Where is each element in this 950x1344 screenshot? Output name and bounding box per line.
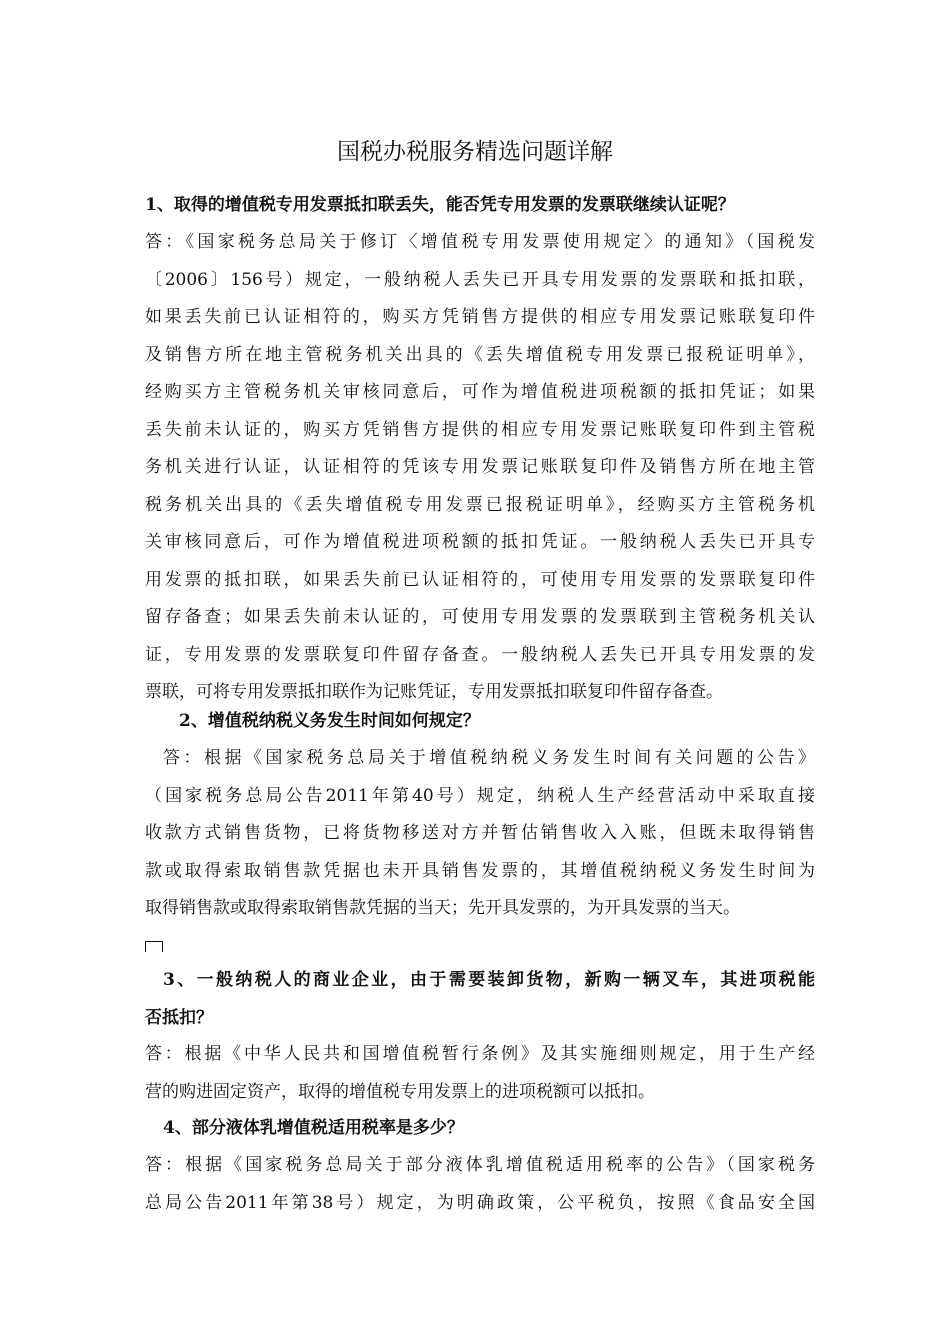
- answer-1-line: 用发票的抵扣联，如果丢失前已认证相符的，可使用专用发票的发票联复印件: [145, 569, 815, 590]
- question-2-heading: 2、增值税纳税义务发生时间如何规定？: [179, 711, 480, 731]
- answer-4: [145, 1147, 815, 1222]
- answer-1-line: 税务机关出具的《丢失增值税专用发票已报税证明单》，经购买方主管税务机: [145, 494, 815, 515]
- answer-3-line: 营的购进固定资产，取得的增值税专用发票上的进项税额可以抵扣。: [145, 1081, 655, 1102]
- answer-1-line: 证，专用发票的发票联复印件留存备查。一般纳税人丢失已开具专用发票的发: [145, 644, 815, 665]
- question-3-heading: 否抵扣？: [145, 1007, 213, 1028]
- answer-1-line: 经购买方主管税务机关审核同意后，可作为增值税进项税额的抵扣凭证；如果: [145, 382, 815, 402]
- answer-2-line: （国家税务总局公告2011年第40号）规定，纳税人生产经营活动中采取直接: [145, 785, 815, 806]
- answer-1-line: 丢失前未认证的，购买方凭销售方提供的相应专用发票记账联复印件到主管税: [145, 419, 815, 440]
- answer-1-line: 〔2006〕156号）规定，一般纳税人丢失已开具专用发票的发票联和抵扣联，: [145, 269, 815, 290]
- answer-2-line: 答：根据《国家税务总局关于增值税纳税义务发生时间有关问题的公告》: [163, 748, 815, 768]
- answer-1-line: 关审核同意后，可作为增值税进项税额的抵扣凭证。一般纳税人丢失已开具专: [145, 532, 815, 552]
- bracket-mark: [145, 941, 163, 952]
- answer-2-line: 收款方式销售货物，已将货物移送对方并暂估销售收入入账，但既未取得销售: [145, 823, 815, 843]
- answer-3-line: 答：根据《中华人民共和国增值税暂行条例》及其实施细则规定，用于生产经: [145, 1044, 815, 1064]
- answer-1-line: 务机关进行认证，认证相符的凭该专用发票记账联复印件及销售方所在地主管: [145, 457, 815, 477]
- question-4-heading: 4、部分液体乳增值税适用税率是多少？: [163, 1118, 464, 1138]
- answer-2-line: 取得销售款或取得索取销售款凭据的当天；先开具发票的，为开具发票的当天。: [145, 898, 740, 918]
- question-3: [145, 962, 815, 1037]
- question-3-heading: 3、一般纳税人的商业企业，由于需要装卸货物，新购一辆叉车，其进项税能: [163, 970, 815, 990]
- answer-1-line: 票联，可将专用发票抵扣联作为记账凭证，专用发票抵扣联复印件留存备查。: [145, 682, 723, 702]
- answer-4-line: 总局公告2011年第38号）规定，为明确政策，公平税负，按照《食品安全国: [145, 1192, 815, 1213]
- answer-1-line: 如果丢失前已认证相符的，购买方凭销售方提供的相应专用发票记账联复印件: [145, 307, 815, 327]
- question-1: [145, 187, 815, 225]
- answer-2: [145, 740, 815, 928]
- answer-3: [145, 1036, 815, 1111]
- question-1-heading: 1、取得的增值税专用发票抵扣联丢失，能否凭专用发票的发票联继续认证呢？: [145, 195, 735, 215]
- answer-1-line: 及销售方所在地主管税务机关出具的《丢失增值税专用发票已报税证明单》，: [145, 344, 815, 365]
- answer-2-line: 款或取得索取销售款凭据也未开具销售发票的，其增值税纳税义务发生时间为: [145, 860, 815, 881]
- answer-4-line: 答：根据《国家税务总局关于部分液体乳增值税适用税率的公告》（国家税务: [145, 1155, 815, 1175]
- answer-1-line: 留存备查；如果丢失前未认证的，可使用专用发票的发票联到主管税务机关认: [145, 607, 815, 627]
- answer-1-line: 答：《国家税务总局关于修订〈增值税专用发票使用规定〉的通知》（国税发: [145, 232, 815, 252]
- page-title: 国税办税服务精选问题详解: [337, 139, 613, 165]
- question-2: [145, 703, 815, 741]
- answer-1: [145, 224, 815, 712]
- question-4: [145, 1110, 815, 1148]
